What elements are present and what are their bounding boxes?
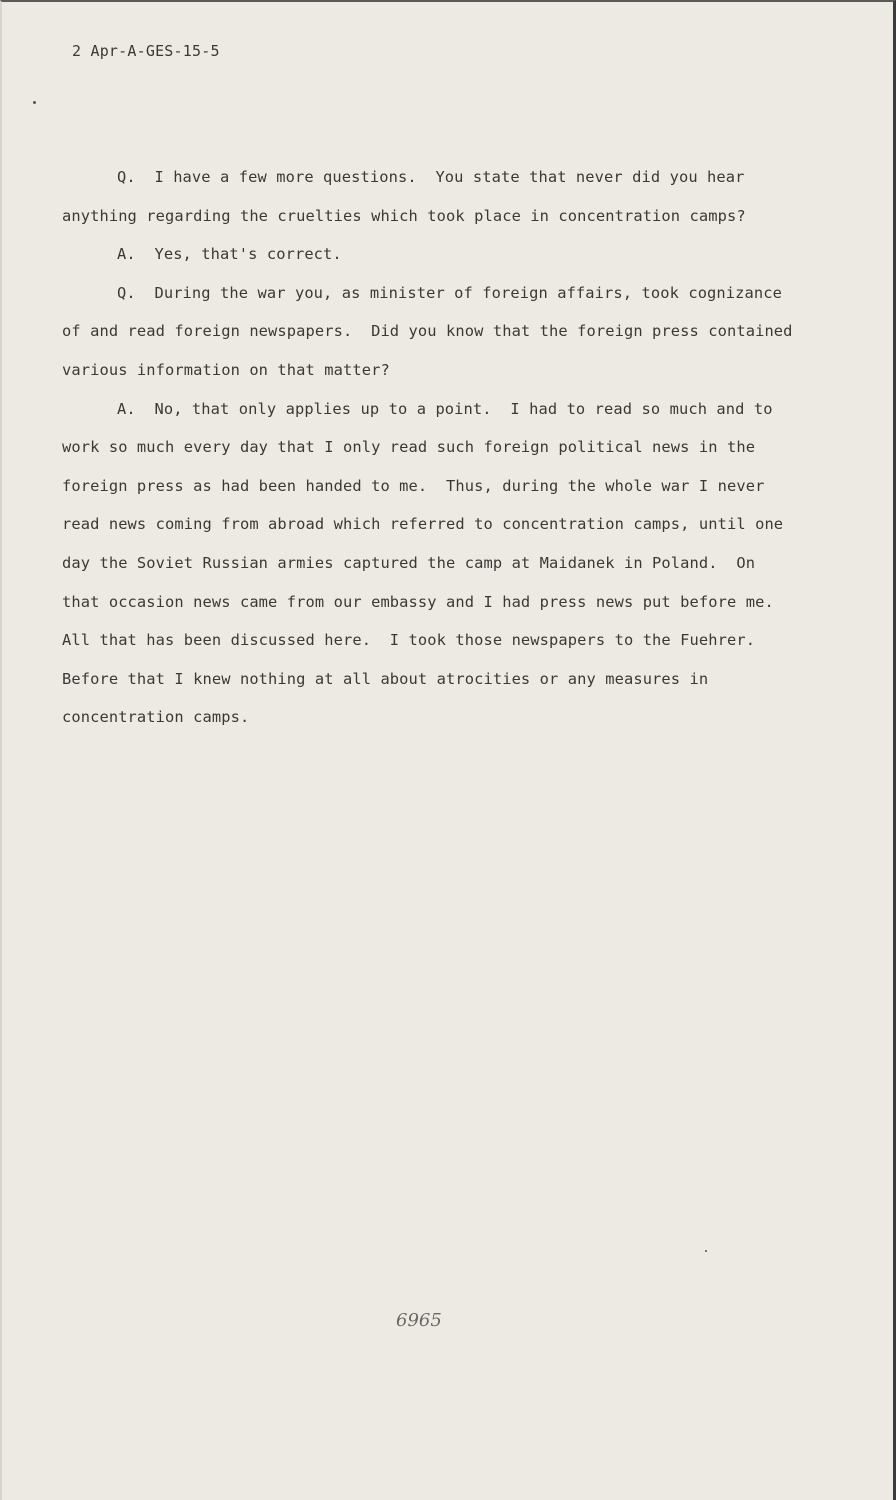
transcript-line: A. Yes, that's correct. <box>117 245 342 264</box>
transcript-line: day the Soviet Russian armies captured the camp at Maidanek in Poland. On <box>62 553 756 572</box>
transcript-line: All that has been discussed here. I took those newspapers to the Fuehrer. <box>62 631 756 650</box>
transcript-line: read news coming from abroad which referred to concentration camps, until one <box>62 515 784 534</box>
transcript-line: various information on that matter? <box>62 360 390 379</box>
transcript-line: Q. During the war you, as minister of foreign affairs, took cognizance <box>117 283 782 302</box>
transcript-line: Q. I have a few more questions. You state that never did you hear <box>117 168 745 186</box>
transcript-line: work so much every day that I only read such foreign political news in the <box>62 438 756 457</box>
transcript-line: A. No, that only applies up to a point. I had to read so much and to <box>117 399 773 418</box>
paper-speck <box>705 1250 707 1252</box>
transcript-line: foreign press as had been handed to me. Thus, during the whole war I never <box>62 476 765 495</box>
transcript-line: concentration camps. <box>62 708 250 727</box>
page-number: 6965 <box>396 1310 442 1331</box>
transcript-body <box>62 158 832 737</box>
document-header-code: 2 Apr-A-GES-15-5 <box>72 42 220 60</box>
transcript-line: that occasion news came from our embassy and I had press news put before me. <box>62 592 774 611</box>
transcript-line: of and read foreign newspapers. Did you know that the foreign press contained <box>62 322 793 341</box>
transcript-line: Before that I knew nothing at all about atrocities or any measures in <box>62 669 709 688</box>
paper-speck <box>33 101 36 104</box>
transcript-line: anything regarding the cruelties which took place in concentration camps? <box>62 206 746 225</box>
